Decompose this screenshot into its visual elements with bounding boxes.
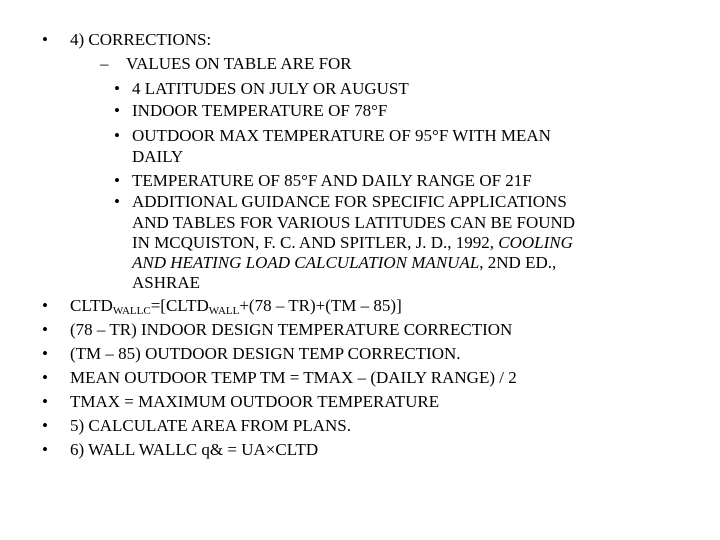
formula-part: CLTD [70, 296, 113, 315]
bullet: • [42, 30, 48, 49]
values-on-table-line: VALUES ON TABLE ARE FOR [126, 54, 352, 73]
formula-part: +(78 – TR)+(TM – 85)] [239, 296, 402, 315]
bullet: • [114, 101, 120, 120]
corrections-heading: 4) CORRECTIONS: [70, 30, 212, 49]
dash-bullet: – [100, 54, 109, 73]
bullet: • [42, 344, 48, 363]
bullet: • [42, 416, 48, 435]
list-item: ADDITIONAL GUIDANCE FOR SPECIFIC APPLICATIONS [132, 192, 567, 211]
formula-subscript: WALL [208, 305, 240, 317]
list-item-continuation [132, 252, 556, 274]
list-item-continuation: AND TABLES FOR VARIOUS LATITUDES CAN BE FOUND [132, 213, 576, 232]
list-item-continuation: ASHRAE [132, 273, 201, 292]
list-item: OUTDOOR MAX TEMPERATURE OF 95°F WITH MEAN [132, 126, 551, 145]
bullet: • [42, 440, 48, 459]
citation-text: IN MCQUISTON, F. C. AND SPITLER, J. D., 1992, [132, 233, 499, 252]
list-item: 4 LATITUDES ON JULY OR AUGUST [132, 79, 409, 98]
citation-title: AND HEATING LOAD CALCULATION MANUAL [132, 253, 480, 272]
citation-title: COOLING [498, 233, 573, 252]
bullet: • [114, 171, 120, 190]
bullet: • [42, 392, 48, 411]
list-item: (78 – TR) INDOOR DESIGN TEMPERATURE CORRECTION [70, 320, 513, 339]
bullet: • [42, 296, 48, 315]
list-item: 5) CALCULATE AREA FROM PLANS. [70, 416, 352, 435]
list-item: TMAX = MAXIMUM OUTDOOR TEMPERATURE [70, 392, 440, 411]
list-item: INDOOR TEMPERATURE OF 78°F [132, 101, 388, 120]
list-item: MEAN OUTDOOR TEMP TM = TMAX – (DAILY RANGE) / 2 [70, 368, 517, 387]
bullet: • [114, 126, 120, 145]
bullet: • [42, 368, 48, 387]
list-item: TEMPERATURE OF 85°F AND DAILY RANGE OF 21F [132, 171, 532, 190]
list-item-continuation: DAILY [132, 147, 184, 166]
bullet: • [114, 192, 120, 211]
cltd-formula [70, 295, 402, 317]
bullet: • [42, 320, 48, 339]
bullet: • [114, 79, 120, 98]
list-item-continuation [132, 232, 573, 254]
citation-edition: , 2ND ED., [479, 253, 557, 272]
formula-part: =[CLTD [150, 296, 209, 315]
list-item: (TM – 85) OUTDOOR DESIGN TEMP CORRECTION. [70, 344, 461, 363]
formula-subscript: WALLC [112, 305, 151, 317]
list-item: 6) WALL WALLC q& = UA×CLTD [70, 440, 319, 459]
